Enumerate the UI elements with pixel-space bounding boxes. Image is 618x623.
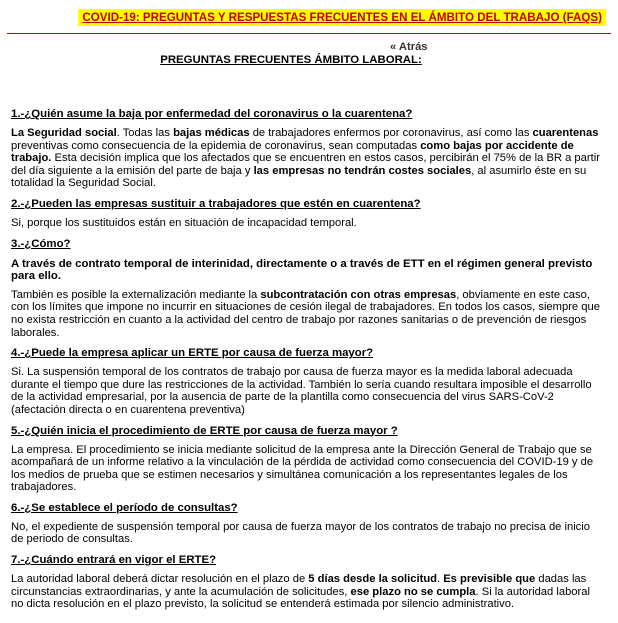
answer-7-part-7: . Si la autoridad laboral no dicta resolución en el plazo previsto, la solicitud se entenderá estimada por silencio administrativo.: [11, 585, 590, 611]
banner-container: [0, 9, 618, 26]
answer-7-part-1: La autoridad laboral deberá dictar resolución en el plazo de: [11, 573, 309, 586]
answer-3-part-2: subcontratación con otras empresas: [260, 288, 457, 301]
answer-3-part-1: También es posible la externalización mediante la: [11, 288, 261, 301]
faq-question-2: 2.-¿Pueden las empresas sustituir a trabajadores que estén en cuarentena?: [11, 197, 421, 210]
faq-question-7: 7.-¿Cuándo entrará en vigor el ERTE?: [11, 554, 217, 567]
answer-1-part-2: . Todas las: [116, 127, 174, 139]
answer-7-part-2: 5 días desde la solicitud: [308, 573, 437, 586]
faq-question-3: 3.-¿Cómo?: [11, 237, 71, 250]
faq-answer-5: La empresa. El procedimiento se inicia mediante solicitud de la empresa ante la Dirección General de Trabajo que se acompañará de un informe relativo a la vinculación de la pérdida de actividad como consecuencia del COVID-19 y de los medios de prueba que se estimen necesarios y simultánea comunicación a los representantes legales de los trabajadores.: [11, 443, 594, 494]
faq-answer-3-lead: A través de contrato temporal de interinidad, directamente o a través de ETT en el régimen general previsto para ello.: [11, 257, 593, 283]
faq-answer-7: [11, 573, 603, 611]
answer-7-part-3: .: [437, 573, 444, 586]
faq-question-1: 1.-¿Quién asume la baja por enfermedad del coronavirus o la cuarentena?: [11, 108, 413, 120]
answer-3-part-3: , obviamente en este caso, con los límites que impone no incurrir en situaciones de cesión ilegal de trabajadores. En todos los casos, siempre que no exista restricción en cuanto a la actividad del centro de trabajo por razones sanitarias o de prevención de riesgos laborales.: [11, 288, 600, 339]
faq-question-4: 4.-¿Puede la empresa aplicar un ERTE por causa de fuerza mayor?: [11, 347, 374, 360]
answer-1-part-3: bajas médicas: [173, 127, 250, 139]
answer-1-part-7: como bajas por accidente de trabajo.: [11, 139, 574, 165]
faq-content: [11, 108, 603, 611]
answer-1-part-10: , al asumirlo éste en su totalidad la Seguridad Social.: [11, 164, 587, 190]
faq-answer-4: Si. La suspensión temporal de los contratos de trabajo por causa de fuerza mayor es la medida laboral adecuada durante el tiempo que dure las restricciones de la actividad. También lo sería cuando resultara imposible el desarrollo de la actividad empresarial, por la ausencia de parte de la plantilla como consecuencia del virus SARS-CoV-2 (afectación directa o en cuarentena preventiva): [11, 366, 592, 416]
page-title: PREGUNTAS FRECUENTES ÁMBITO LABORAL:: [160, 54, 422, 66]
answer-1-part-6: preventivas como consecuencia de la epidemia de coronavirus, sean computadas: [11, 139, 421, 152]
answer-1-part-4: de trabajadores enfermos por coronavirus, así como las: [249, 127, 533, 139]
answer-1-part-1: La Seguridad social: [11, 127, 117, 139]
answer-1-part-9: las empresas no tendrán costes sociales: [253, 164, 472, 177]
answer-7-part-4: Es previsible que: [443, 573, 536, 586]
header-divider: [7, 33, 611, 34]
faq-question-6: 6.-¿Se establece el período de consultas?: [11, 501, 238, 514]
answer-1-part-5: cuarentenas: [532, 127, 599, 139]
answer-1-part-8: Esta decisión implica que los afectados que se encuentren en estos casos, percibirán el 75% de la BR a partir del día siguiente a la emisión del parte de baja y: [11, 152, 600, 177]
faq-answer-2: Si, porque los sustituidos están en situación de incapacidad temporal.: [11, 216, 357, 229]
faq-question-5: 5.-¿Quién inicia el procedimiento de ERTE por causa de fuerza mayor ?: [11, 424, 398, 437]
answer-7-part-6: ese plazo no se cumpla: [350, 585, 476, 598]
faq-answer-1: [11, 127, 603, 190]
answer-7-part-5: dadas las circunstancias extraordinarias, y ante la acumulación de solicitudes,: [11, 573, 587, 598]
faq-answer-3: [11, 289, 603, 339]
back-link[interactable]: « Atrás: [390, 41, 428, 53]
page-banner-title[interactable]: COVID-19: PREGUNTAS Y RESPUESTAS FRECUENTES EN EL ÁMBITO DEL TRABAJO (FAQS): [78, 9, 606, 26]
faq-answer-6: No, el expediente de suspensión temporal por causa de fuerza mayor de los contratos de trabajo no precisa de inicio de periodo de consultas.: [11, 520, 590, 546]
